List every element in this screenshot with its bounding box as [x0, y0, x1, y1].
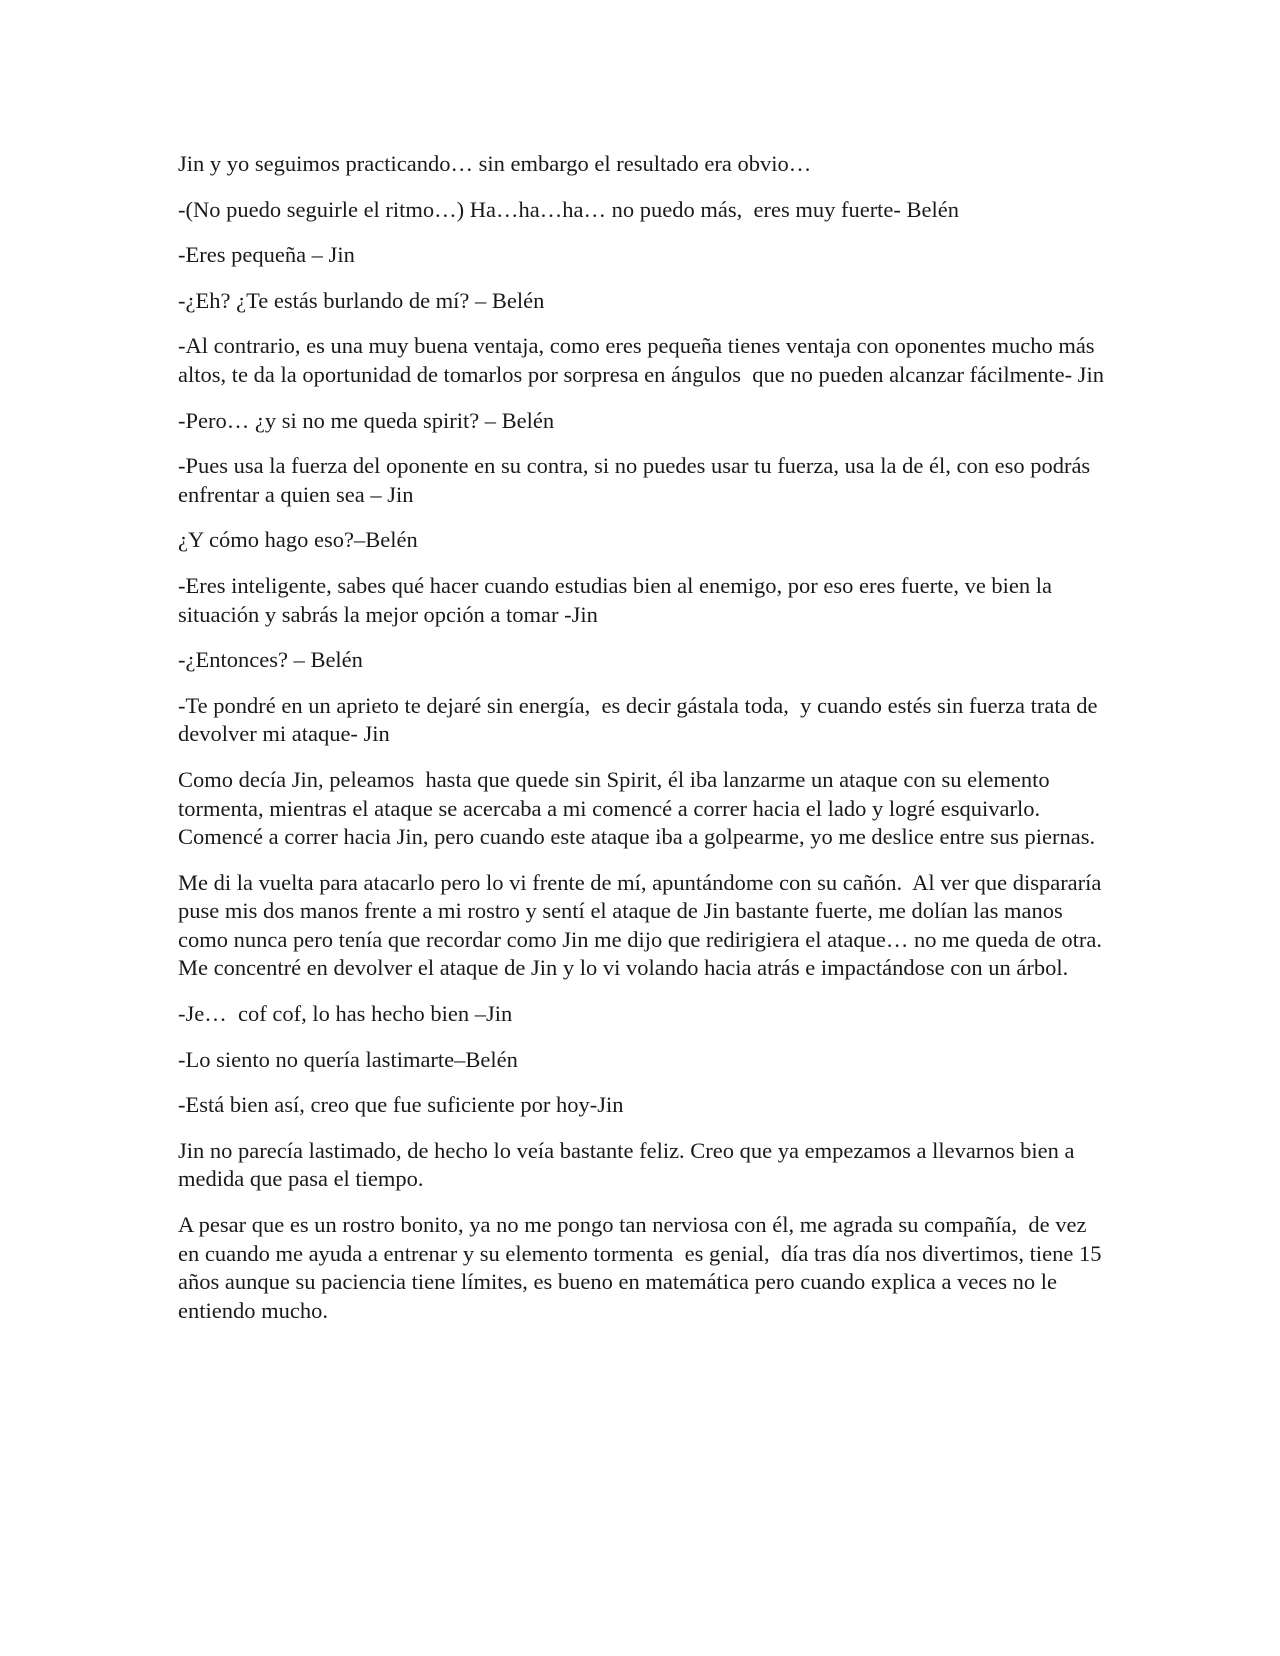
paragraph: Me di la vuelta para atacarlo pero lo vi frente de mí, apuntándome con su cañón. Al ver que dispararía puse mis dos manos frente a mi rostro y sentí el ataque de Jin bastante fuerte, me dolían las manos como nunca pero tenía que recordar como Jin me dijo que redirigiera el ataque… no me queda de otra. Me concentré en devolver el ataque de Jin y lo vi volando hacia atrás e impactándose con un árbol. [178, 869, 1108, 981]
paragraph: -Lo siento no quería lastimarte–Belén [178, 1046, 518, 1072]
paragraph: -Je… cof cof, lo has hecho bien –Jin [178, 1001, 513, 1027]
paragraph: -(No puedo seguirle el ritmo…) Ha…ha…ha… no puedo más, eres muy fuerte- Belén [178, 196, 960, 222]
paragraph: -Al contrario, es una muy buena ventaja, como eres pequeña tienes ventaja con oponentes mucho más altos, te da la oportunidad de tomarlos por sorpresa en ángulos que no pueden alcanzar fácilmente- Jin [178, 333, 1104, 387]
paragraph: Jin y yo seguimos practicando… sin embargo el resultado era obvio… [178, 151, 812, 176]
paragraph: Como decía Jin, peleamos hasta que quede sin Spirit, él iba lanzarme un ataque con su elemento tormenta, mientras el ataque se acercaba a mi comencé a correr hacia el lado y logré esquivarlo. Comencé a correr hacia Jin, pero cuando este ataque iba a golpearme, yo me deslice entre sus piernas. [178, 766, 1096, 850]
paragraph: A pesar que es un rostro bonito, ya no me pongo tan nerviosa con él, me agrada su compañía, de vez en cuando me ayuda a entrenar y su elemento tormenta es genial, día tras día nos divertimos, tiene 15 años aunque su paciencia tiene límites, es bueno en matemática pero cuando explica a veces no le entiendo mucho. [178, 1212, 1108, 1323]
paragraph: -Eres inteligente, sabes qué hacer cuando estudias bien al enemigo, por eso eres fuerte, ve bien la situación y sabrás la mejor opción a tomar -Jin [178, 572, 1058, 627]
paragraph: -Te pondré en un aprieto te dejaré sin energía, es decir gástala toda, y cuando estés sin fuerza trata de devolver mi ataque- Jin [178, 692, 1104, 747]
paragraph: -¿Entonces? – Belén [178, 647, 363, 673]
paragraph: -Está bien así, creo que fue suficiente por hoy-Jin [178, 1092, 624, 1118]
document-body [178, 150, 1112, 1342]
paragraph: -Eres pequeña – Jin [178, 242, 355, 268]
paragraph: ¿Y cómo hago eso?–Belén [178, 527, 418, 553]
paragraph: -¿Eh? ¿Te estás burlando de mí? – Belén [178, 287, 545, 313]
paragraph: Jin no parecía lastimado, de hecho lo veía bastante feliz. Creo que ya empezamos a llevarnos bien a medida que pasa el tiempo. [178, 1137, 1081, 1192]
paragraph: -Pues usa la fuerza del oponente en su contra, si no puedes usar tu fuerza, usa la de él, con eso podrás enfrentar a quien sea – Jin [178, 453, 1096, 507]
paragraph: -Pero… ¿y si no me queda spirit? – Belén [178, 407, 555, 433]
